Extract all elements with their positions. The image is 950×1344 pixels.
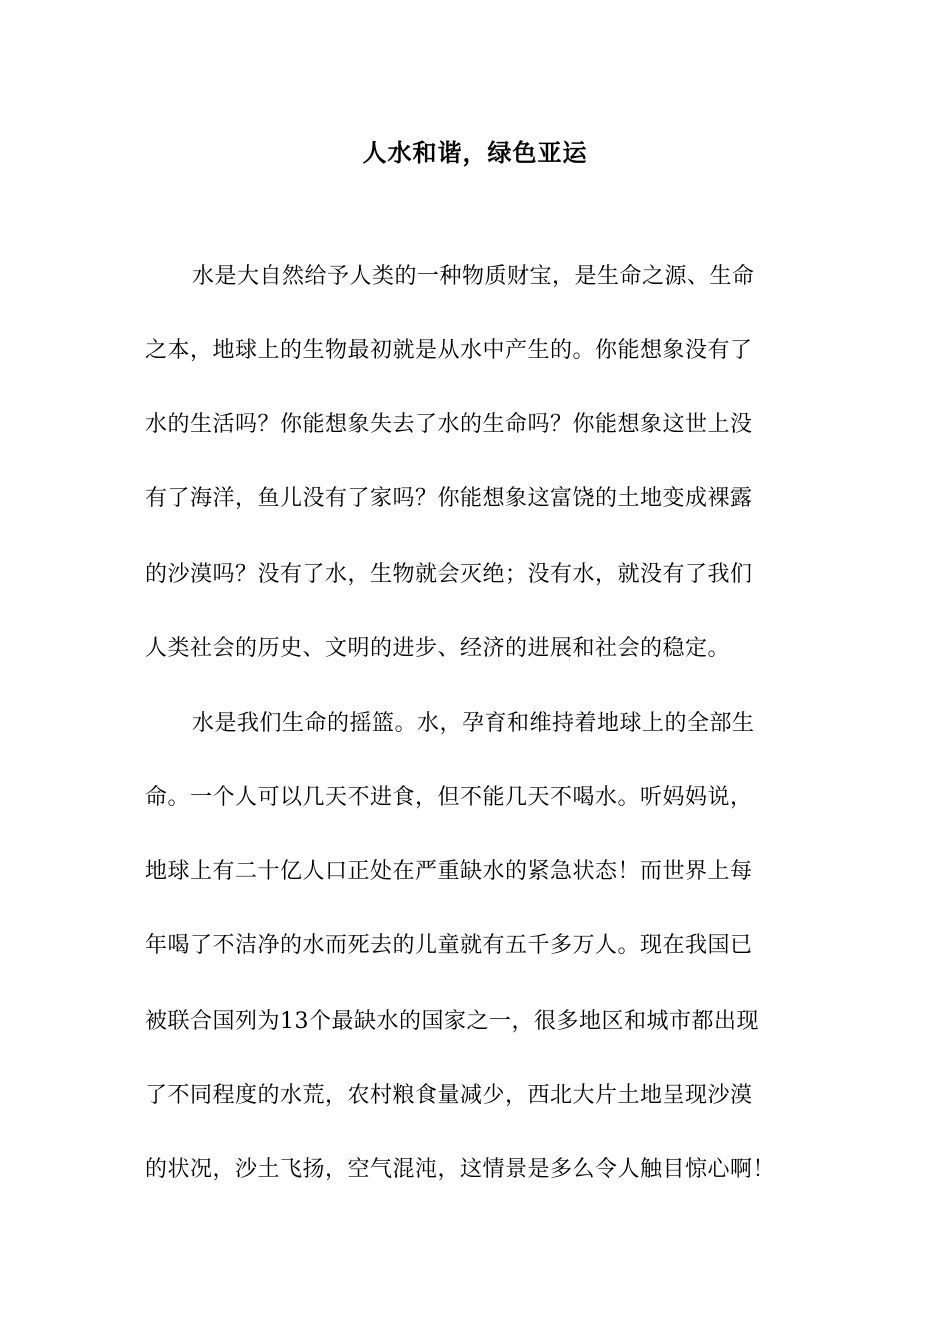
paragraph-2-line-6: 了不同程度的水荒，农村粮食量减少，西北大片土地呈现沙漠: [145, 1083, 753, 1108]
paragraph-2-line-2: 命。一个人可以几天不进食，但不能几天不喝水。听妈妈说，: [145, 785, 753, 810]
paragraph-2-line-4: 年喝了不洁净的水而死去的儿童就有五千多万人。现在我国已: [145, 933, 753, 958]
paragraph-1-line-1: 水是大自然给予人类的一种物质财宝，是生命之源、生命: [192, 264, 755, 289]
paragraph-1-line-4: 有了海洋，鱼儿没有了家吗？你能想象这富饶的土地变成裸露: [145, 486, 753, 511]
paragraph-2-line-7: 的状况，沙土飞扬，空气混沌，这情景是多么令人触目惊心啊！: [145, 1157, 776, 1182]
paragraph-2-line-1: 水是我们生命的摇篮。水，孕育和维持着地球上的全部生: [192, 711, 755, 736]
document-title: 人水和谐，绿色亚运: [362, 139, 588, 167]
paragraph-1-line-3: 水的生活吗？你能想象失去了水的生命吗？你能想象这世上没: [145, 412, 753, 437]
paragraph-2-line-3: 地球上有二十亿人口正处在严重缺水的紧急状态！而世界上每: [145, 859, 753, 884]
paragraph-2-line-5: 被联合国列为13个最缺水的国家之一，很多地区和城市都出现: [145, 1009, 759, 1034]
paragraph-1-line-6: 人类社会的历史、文明的进步、经济的进展和社会的稳定。: [145, 636, 731, 661]
paragraph-1-line-2: 之本，地球上的生物最初就是从水中产生的。你能想象没有了: [145, 338, 753, 363]
paragraph-1-line-5: 的沙漠吗？没有了水，生物就会灭绝；没有水，就没有了我们: [145, 562, 753, 587]
